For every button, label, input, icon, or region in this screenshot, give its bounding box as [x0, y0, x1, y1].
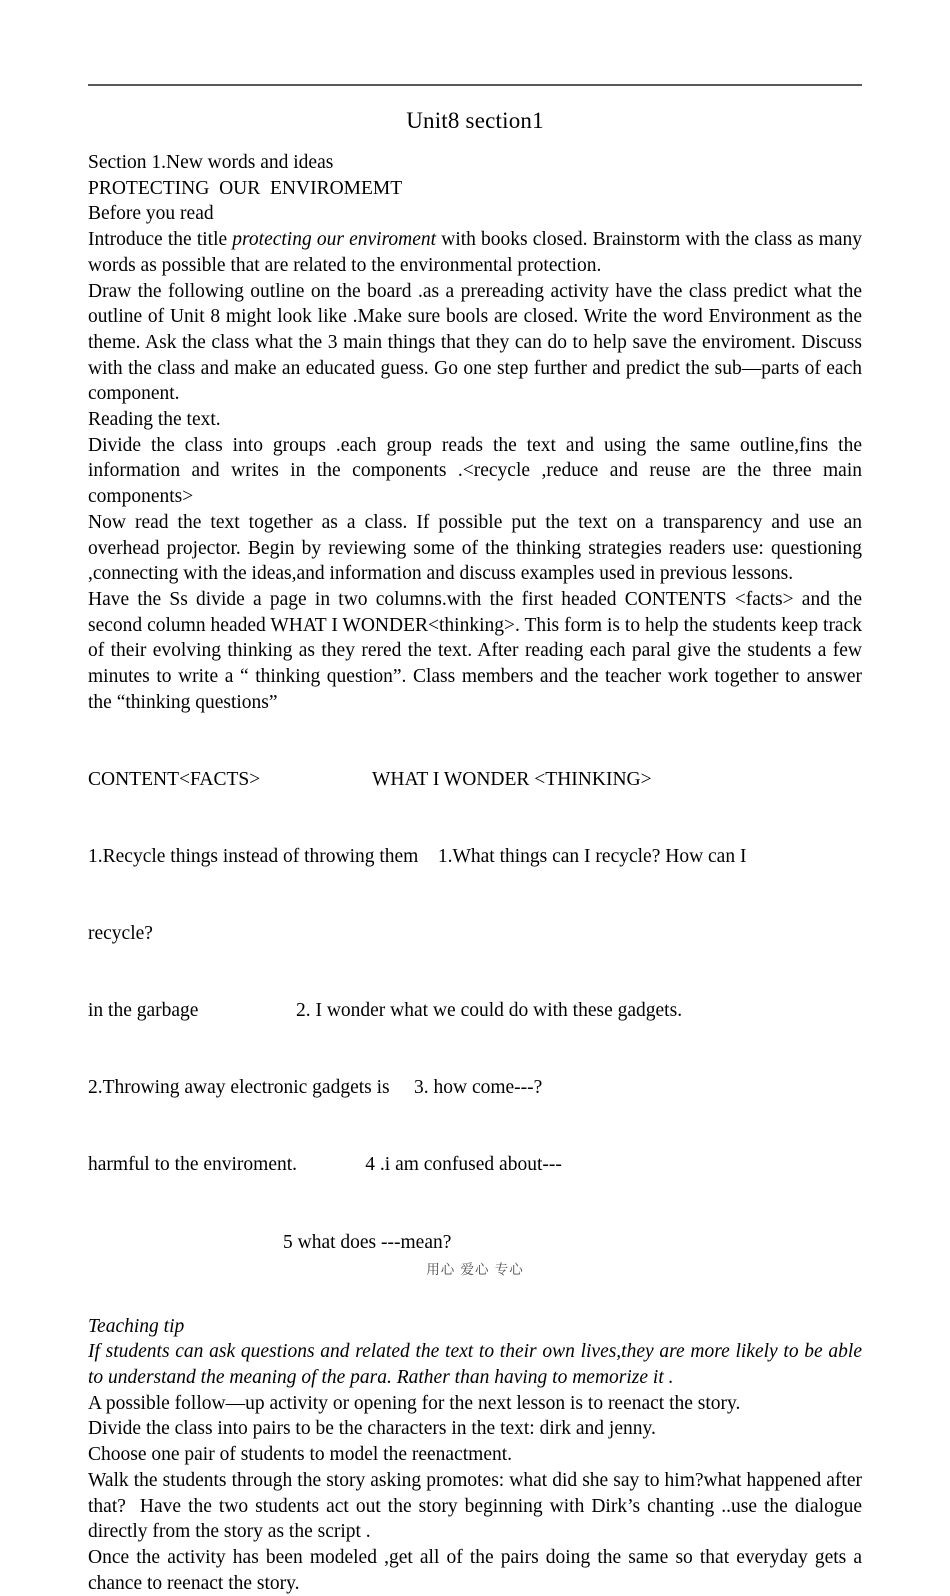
- paragraph-now-read: Now read the text together as a class. If possible put the text on a transparency and use an overhead projector. Begin by reviewing some of the thinking strategies readers use: questioning ,connecting with the ideas,and information and discuss examples used in previous lessons.: [88, 511, 867, 585]
- teaching-tip-label: Teaching tip: [88, 1315, 185, 1337]
- table-row: 1.Recycle things instead of throwing them 1.What things can I recycle? How can I: [88, 845, 747, 867]
- paragraph-choose-pair: Choose one pair of students to model the reenactment.: [88, 1444, 513, 1466]
- table-row: 5 what does ---mean?: [88, 1231, 452, 1253]
- before-you-read-line: Before you read: [88, 203, 214, 225]
- table-row: in the garbage 2. I wonder what we could do with these gadgets.: [88, 1000, 683, 1022]
- page-footer: 用心 爱心 专心: [426, 1262, 524, 1278]
- paragraph-two-columns: Have the Ss divide a page in two columns.with the first headed CONTENTS <facts> and the second column headed WHAT I WONDER<thinking>. This form is to help the students keep track of their evolving thinking as they rered the text. After reading each paral give the students a few minutes to write a “ thinking question”. Class members and the teacher work together to answer the “thinking questions”: [88, 588, 867, 713]
- content-wonder-table: [88, 715, 862, 1306]
- document-body: [88, 150, 867, 1596]
- table-row: recycle?: [88, 923, 153, 945]
- paragraph-draw-outline: Draw the following outline on the board .as a prereading activity have the class predict what the outline of Unit 8 might look like .Make sure bools are closed. Write the word Environment as the theme. Ask the class what the 3 main things that they can do to help save the enviroment. Discuss with the class and make an educated guess. Go one step further and predict the sub—parts of each component.: [88, 280, 867, 405]
- table-row: CONTENT<FACTS> WHAT I WONDER <THINKING>: [88, 768, 652, 790]
- intro-title-italic: protecting our enviroment: [232, 229, 437, 251]
- intro-text-post: with books closed. Brainstorm with the class as many words as possible that are related to the environmental protection.: [88, 229, 867, 276]
- table-row: harmful to the enviroment. 4 .i am confused about---: [88, 1154, 562, 1176]
- paragraph-once-modeled: Once the activity has been modeled ,get all of the pairs doing the same so that everyday gets a chance to reenact the story.: [88, 1546, 867, 1594]
- spacer: [88, 1307, 862, 1314]
- paragraph-introduce-title: [88, 227, 867, 278]
- paragraph-walk-through: Walk the students through the story asking promotes: what did she say to him?what happened after that? Have the two students act out the story beginning with Dirk’s chanting ..use the dialogue directly from the story as the script .: [88, 1469, 867, 1543]
- teaching-tip-body: If students can ask questions and related the text to their own lives,they are more likely to be able to understand the meaning of the para. Rather than having to memorize it .: [88, 1341, 867, 1389]
- header-divider-rule: [88, 84, 862, 86]
- unit-heading-line: PROTECTING OUR ENVIROMEMT: [88, 177, 403, 199]
- table-row: 2.Throwing away electronic gadgets is 3. how come---?: [88, 1077, 543, 1099]
- page-title: Unit8 section1: [406, 108, 544, 133]
- paragraph-follow-up: A possible follow—up activity or opening for the next lesson is to reenact the story.: [88, 1392, 741, 1414]
- intro-text-pre: Introduce the title: [88, 229, 233, 251]
- section-label-line: Section 1.New words and ideas: [88, 152, 334, 173]
- reading-the-text-line: Reading the text.: [88, 409, 221, 431]
- paragraph-divide-groups: Divide the class into groups .each group reads the text and using the same outline,fins the information and writes in the components .<recycle ,reduce and reuse are the three main components>: [88, 434, 867, 508]
- paragraph-divide-pairs: Divide the class into pairs to be the characters in the text: dirk and jenny.: [88, 1418, 656, 1440]
